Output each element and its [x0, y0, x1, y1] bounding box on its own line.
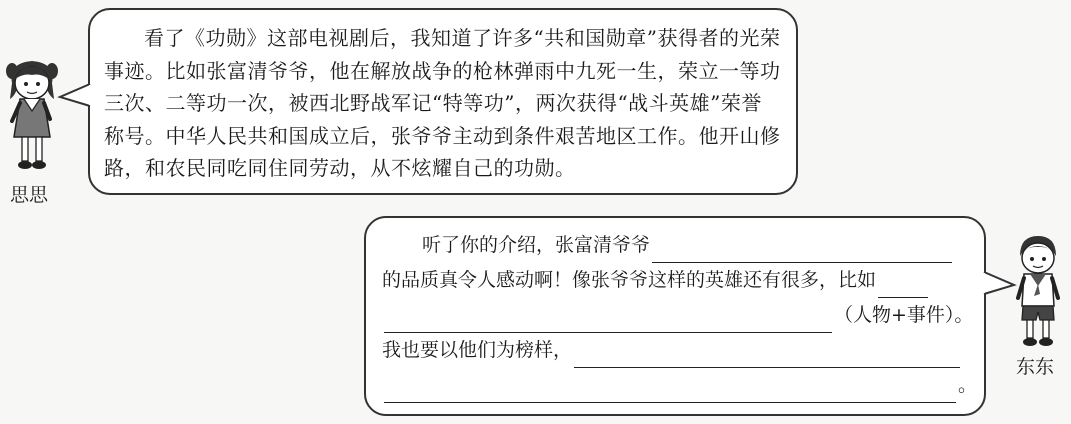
sisi-bubble-tail: [58, 82, 92, 112]
sisi-illustration: [2, 55, 62, 177]
answer-blank-example[interactable]: [384, 310, 832, 333]
answer-line-5: 。: [382, 368, 968, 403]
dongdong-speech-bubble: [364, 216, 986, 416]
sisi-name: 思思: [10, 184, 49, 206]
answer-blank-action[interactable]: [574, 345, 960, 368]
dongdong-illustration: [1010, 232, 1066, 350]
answer-line-2: 的品质真令人感动啊！像张爷爷这样的英雄还有很多，比如: [382, 263, 968, 298]
sisi-speech-text: 看了《功勋》这部电视剧后，我知道了许多“共和国勋章”获得者的光荣事迹。比如张富清爷爷，他在解放战争的枪林弹雨中九死一生，荣立一等功三次、二等功一次，被西北野战军记“特等功”，两次获得“战斗英雄”荣誉称号。中华人民共和国成立后，张爷爷主动到条件艰苦地区工作。他开山修路，和农民同吃同住同劳动，从不炫耀自己的功勋。: [104, 26, 781, 180]
answer-line-4: 我也要以他们为榜样，: [382, 333, 968, 368]
answer-line-3: （人物+事件）。: [382, 298, 968, 333]
answer-blank-action-cont[interactable]: [384, 380, 956, 403]
sisi-speech-bubble: [88, 8, 798, 195]
dongdong-name: 东东: [1016, 356, 1055, 378]
answer-line-1: 听了你的介绍，张富清爷爷: [382, 228, 968, 263]
answer-blank-example-start[interactable]: [878, 275, 928, 298]
answer-blank-quality[interactable]: [652, 240, 952, 263]
